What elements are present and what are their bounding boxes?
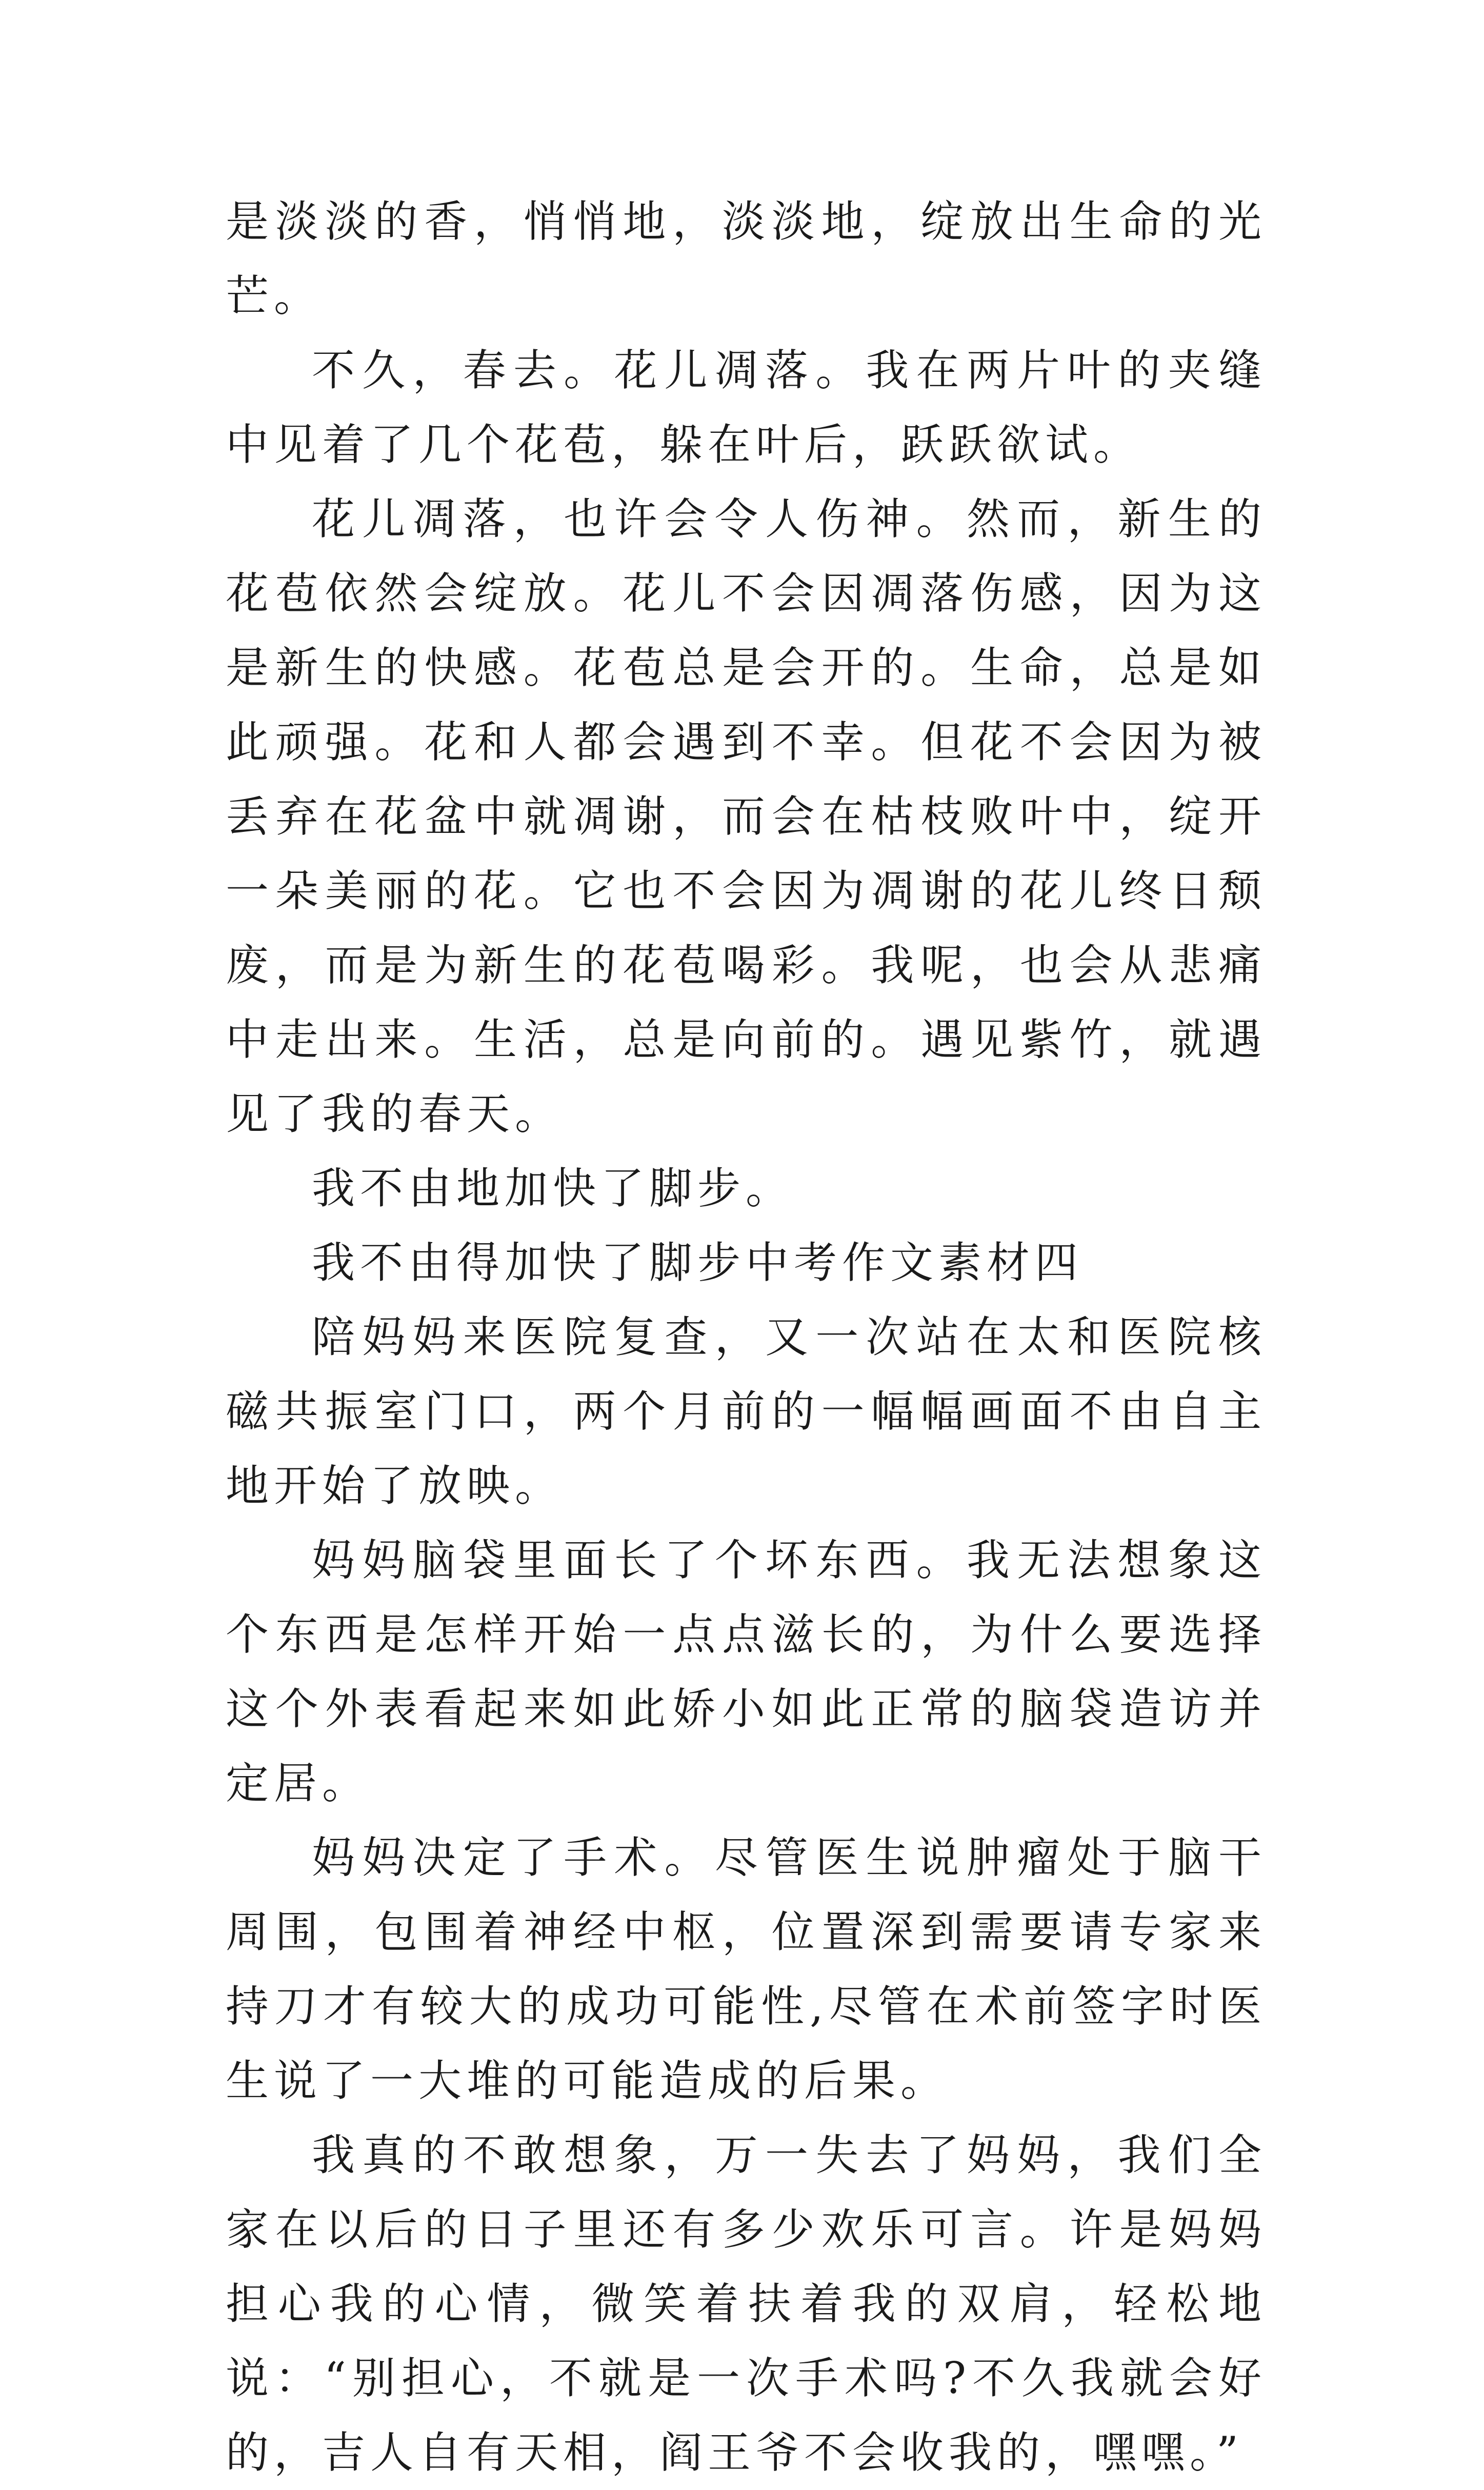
paragraph-8: 我真的不敢想象，万一失去了妈妈，我们全家在以后的日子里还有多少欢乐可言。许是妈妈担心我的心情，微笑着扶着我的双肩，轻松地说：“别担心，不就是一次手术吗?不久我就会好的，吉人自有天相，阎王爷不会收我的，嘿嘿。” <box>226 2130 1267 2478</box>
paragraph-2: 不久，春去。花儿凋落。我在两片叶的夹缝中见着了几个花苞，躲在叶后，跃跃欲试。 <box>226 345 1267 470</box>
paragraph-4: 我不由地加快了脚步。 <box>312 1163 794 1213</box>
body-text <box>226 185 1267 2490</box>
paragraph-3: 花儿凋落，也许会令人伤神。然而，新生的花苞依然会绽放。花儿不会因凋落伤感，因为这是新生的快感。花苞总是会开的。生命，总是如此顽强。花和人都会遇到不幸。但花不会因为被丢弃在花盆中就凋谢，而会在枯枝败叶中，绽开一朵美丽的花。它也不会因为凋谢的花儿终日颓废，而是为新生的花苞喝彩。我呢，也会从悲痛中走出来。生活，总是向前的。遇见紫竹，就遇见了我的春天。 <box>226 494 1267 1139</box>
paragraph-7: 妈妈决定了手术。尽管医生说肿瘤处于脑干周围，包围着神经中枢，位置深到需要请专家来持刀才有较大的成功可能性,尽管在术前签字时医生说了一大堆的可能造成的后果。 <box>226 1832 1267 2106</box>
section-heading: 我不由得加快了脚步中考作文素材四 <box>312 1238 1084 1288</box>
paragraph-5: 陪妈妈来医院复查，又一次站在太和医院核磁共振室门口，两个月前的一幅幅画面不由自主地开始了放映。 <box>226 1312 1267 1511</box>
paragraph-1: 是淡淡的香，悄悄地，淡淡地，绽放出生命的光芒。 <box>226 196 1267 321</box>
paragraph-6: 妈妈脑袋里面长了个坏东西。我无法想象这个东西是怎样开始一点点滋长的，为什么要选择这个外表看起来如此娇小如此正常的脑袋造访并定居。 <box>226 1535 1267 1808</box>
